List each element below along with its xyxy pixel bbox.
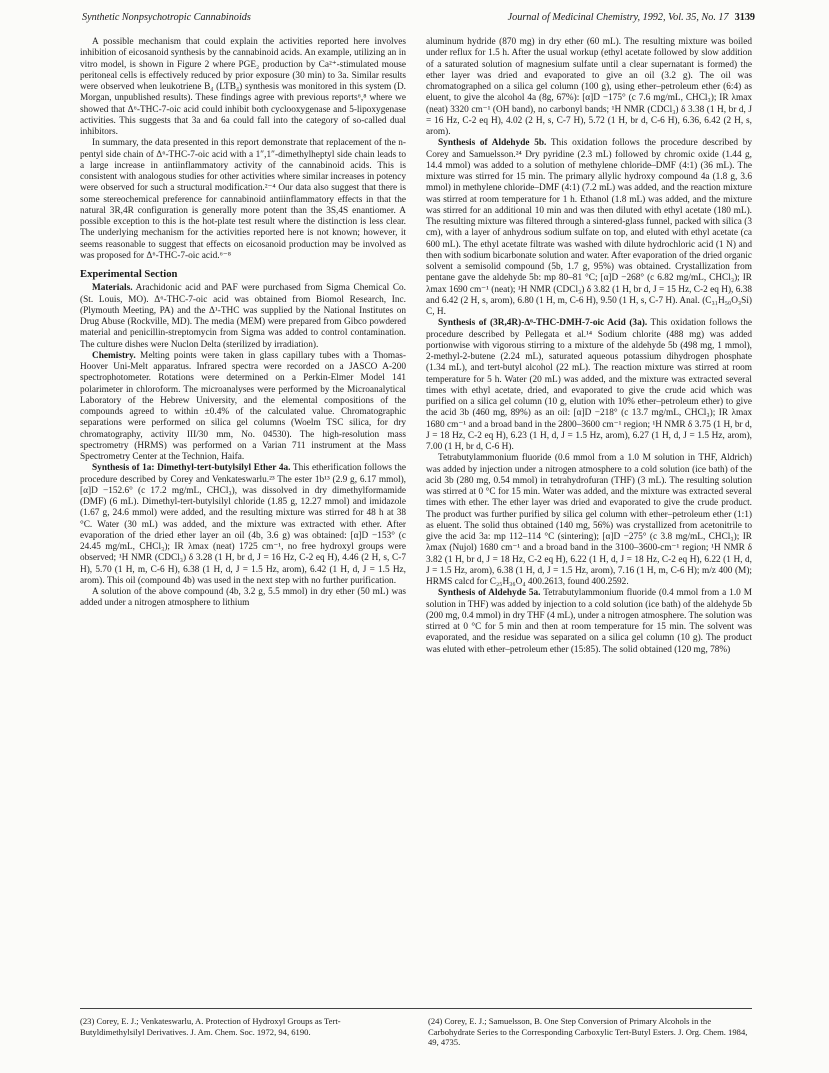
acid-3a-heading: Synthesis of (3R,4R)-Δ⁶-THC-DMH-7-oic Acid (3a). (438, 318, 648, 329)
paragraph-aldehyde-5b (426, 138, 752, 318)
paragraph-materials (80, 283, 406, 351)
paragraph-acid-3a (426, 318, 752, 453)
aldehyde-5b-text: This oxidation follows the procedure described by Corey and Samuelsson.²⁴ Dry pyridine (2.3 mL) followed by chromic oxide (1.44 g, 14.4 mmol) was added to a solution of methylene chloride–DMF (4:1) (36 mL). The mixture was stirred for 15 min. The primary allylic hydroxy compound 4a (1.8 g, 3.6 mmol) in methylene chloride–DMF (4:1) (7.2 mL) was added, and the reaction mixture was stirred at room temperature for 1 h. Ethanol (1.8 mL) was added, and the mixture was stirred for an additional 10 min and was then diluted with ethyl acetate (180 mL). The resulting mixture was filtered through a sintered-glass funnel, packed with silica (3 cm), with a layer of anhydrous sodium sulfate on top, and eluted with ethyl acetate (ca 600 mL). The ethyl acetate filtrate was washed with dilute hydrochloric acid (1 N) and then with sodium bicarbonate solution and water. After evaporation of the dried organic solvent a semisolid compound (5b, 1.7 g, 95%) was obtained. Crystallization from pentane gave the aldehyde 5b: mp 80–81 °C; [α]D −268° (c 6.82 mg/mL, CHCl₃); IR λmax 1690 cm⁻¹ (neat); ¹H NMR (CDCl₃) δ 3.82 (1 H, br d, J = 15 Hz, C-2 eq H), 6.38 and 6.42 (2 H, s, arom), 6.80 (1 H, m, C-6 H), 9.50 (1 H, s, C-7 H). Anal. (C₃₁H₅₀O₃Si) C, H. (426, 138, 752, 317)
section-title: Experimental Section (80, 269, 178, 280)
journal-name: Journal of Medicinal Chemistry, 1992, Vol. 35, No. 17 (507, 12, 729, 23)
running-title: Synthetic Nonpsychotropic Cannabinoids (82, 12, 251, 23)
acid-3a-text: This oxidation follows the procedure described by Pellegata et al.¹⁴ Sodium chlorite (488 mg) was added portionwise with vigorous stirring to a mixture of the aldehyde 5b (498 mg, 1 mmol), 2-methyl-2-butene (2.24 mL), saturated aqueous potassium dihydrogen phosphate (1.34 mL), and tert-butyl alcohol (22 mL). The reaction mixture was stirred at room temperature for 5 h. Water (20 mL) was added, and the mixture was extracted several times with ethyl acetate, dried, and evaporated to give the crude acid which was purified on a silica gel column (10 g, elution with 10% ether–petroleum ether) to give the acid 3b (460 mg, 89%) as an oil: [α]D −218° (c 13.7 mg/mL, CHCl₃); IR λmax 1680 cm⁻¹ and a broad band in the 2800–3600 cm⁻¹ region; ¹H NMR δ 3.75 (1 H, br d, J = 18 Hz, C-2 eq H), 6.23 (1 H, d, J = 1.5 Hz, arom), 6.27 (1 H, d, J = 1.5 Hz, arom), 7.00 (1 H, br d, C-6 H). (426, 318, 752, 452)
footnote-23: (23) Corey, E. J.; Venkateswarlu, A. Protection of Hydroxyl Groups as Tert-Butyldimethylsilyl Derivatives. J. Am. Chem. Soc. 1972, 94, 6190. (80, 1016, 341, 1037)
aldehyde-5a-heading: Synthesis of Aldehyde 5a. (438, 588, 541, 599)
journal-citation (508, 12, 755, 23)
aldehyde-5b-heading: Synthesis of Aldehyde 5b. (438, 138, 547, 149)
aldehyde-5a-text: Tetrabutylammonium fluoride (0.4 mmol from a 1.0 M solution in THF) was added by injection to a cold solution (ice bath) of the aldehyde 5b (200 mg, 0.4 mmol) in dry THF (4 mL), under a nitrogen atmosphere. The solution was stirred at 0 °C for 5 min and then at room temperature for 15 min. The solvent was evaporated, and the residue was separated on a silica gel column (10 g). The product was eluted with ether–petroleum ether (15:85). The solid obtained (120 mg, 78%) (426, 588, 752, 655)
footnote-divider (80, 1008, 752, 1009)
paragraph-lah: A solution of the above compound (4b, 3.2 g, 5.5 mmol) in dry ether (50 mL) was added under a nitrogen atmosphere to lithium (80, 587, 406, 609)
page-number: 3139 (734, 12, 755, 23)
paragraph-synthesis-1a (80, 463, 406, 587)
left-column (80, 37, 406, 610)
chemistry-heading: Chemistry. (92, 350, 136, 361)
paragraph-aldehyde-5a (426, 588, 752, 656)
paragraph-tbaf: Tetrabutylammonium fluoride (0.6 mmol from a 1.0 M solution in THF, Aldrich) was added by injection under a nitrogen atmosphere to a cold solution (ice bath) of the acid 3b (280 mg, 0.54 mmol) in tetrahydrofuran (THF) (3 mL). The resulting solution was stirred at 0 °C for 15 min. Water was added, and the mixture was extracted several times with ether. The ether layer was dried and evaporated to give the crude product. The product was further purified by silica gel column with ether–petroleum ether (1:1) as eluent. The solid thus obtained (140 mg, 56%) was crystallized from acetonitrile to give the acid 3a: mp 112–114 °C (sintering); [α]D −275° (c 3.8 mg/mL, CHCl₃); IR λmax (Nujol) 1680 cm⁻¹ and a broad band in the 3100–3600-cm⁻¹ region; ¹H NMR δ 3.82 (1 H, br d, J = 18 Hz, C-2 eq H), 6.22 (1 H, d, J = 18 Hz, C-2 eq H), 6.22 (1 H, d, J = 1.5 Hz, arom), 6.38 (1 H, d, J = 1.5 Hz, arom), 7.16 (1 H, m, C-6 H); m/z 400 (M); HRMS calcd for C₂₅H₃₆O₄ 400.2613, found 400.2592. (426, 453, 752, 587)
right-column (426, 37, 752, 656)
materials-heading: Materials. (92, 283, 133, 294)
synthesis-1a-text: This etherification follows the procedure described by Corey and Venkateswarlu.²³ The ester 1b¹³ (2.9 g, 6.17 mmol), [α]D −152.6° (c 17.2 mg/mL, CHCl₃), was dissolved in dry dimethylformamide (DMF) (6 mL). Dimethyl-tert-butylsilyl chloride (1.85 g, 12.27 mmol) and imidazole (1.67 g, 24.6 mmol) were added, and the resulting mixture was stirred for 48 h at 38 °C. Water (30 mL) was added, and the mixture was extracted with ether. After evaporation of the dried ether layer an oil (4b, 3.6 g) was obtained: [α]D −153° (c 24.45 mg/mL, CHCl₃); IR λmax (neat) 1725 cm⁻¹, no free hydroxyl groups were observed; ¹H NMR (CDCl₃) δ 3.28 (1 H, br d, J = 16 Hz, C-2 eq H), 4.46 (2 H, s, C-7 H), 5.70 (1 H, m, C-6 H), 6.38 (1 H, d, J = 1.5 Hz, arom), 6.42 (1 H, d, J = 1.5 Hz, arom). This oil (compound 4b) was used in the next step with no further purification. (80, 463, 407, 586)
paragraph-summary: In summary, the data presented in this report demonstrate that replacement of the n-pentyl side chain of Δ⁶-THC-7-oic acid with a 1″,1″-dimethylheptyl side chain leads to a large increase in antiinflammatory activity of the cannabinoid acids. This is consistent with analogous studies for other activities where similar increases in potency were observed for such a structural modification.²⁻⁴ Our data also suggest that there is some stereochemical preference for cannabinoid antiinflammatory effects in that the natural 3R,4R configuration is generally more potent than the 3S,4S enantiomer. A possible exception to this is the hot-plate test result where the distinction is less clear. The underlying mechanism for the activities reported here is not known; however, it seems reasonable to suggest that effects on eicosanoid production may be involved as was proposed for Δ⁶-THC-7-oic acid.⁶⁻⁸ (80, 138, 406, 261)
synthesis-1a-heading: Synthesis of 1a: Dimethyl-tert-butylsilyl Ether 4a. (92, 463, 291, 474)
paragraph-continuation: aluminum hydride (870 mg) in dry ether (60 mL). The resulting mixture was boiled under reflux for 1.5 h. After the usual workup (ethyl acetate followed by slow addition of a saturated solution of magnesium sulfate until a clear supernatant is formed) the ether layer was dried and evaporated to give an oil (3.2 g). The oil was chromatographed on a silica gel column (100 g), using ether–petroleum ether (6:4) as eluent, to give the alcohol 4a (8g, 67%): [α]D −175° (c 7.6 mg/mL, CHCl₃); IR λmax (neat) 3320 cm⁻¹ (OH band), no carbonyl bands; ¹H NMR (CDCl₃) δ 3.38 (1 H, br d, J = 16 Hz, C-2 eq H), 4.02 (2 H, s, C-7 H), 5.72 (1 H, br d, C-6 H), 6.36, 6.42 (2 H, s, arom). (426, 37, 752, 137)
footnote-24: (24) Corey, E. J.; Samuelsson, B. One Step Conversion of Primary Alcohols in the Carbohydrate Series to the Corresponding Carboxylic Tert-Butyl Esters. J. Org. Chem. 1984, 49, 4735. (428, 1016, 748, 1048)
chemistry-text: Melting points were taken in glass capillary tubes with a Thomas-Hoover Uni-Melt apparatus. Infrared spectra were recorded on a JASCO A-200 spectrophotometer. Rotations were determined on a Perkin-Elmer Model 141 polarimeter in chloroform. The microanalyses were performed by the Microanalytical Laboratory of the Hebrew University, and the elemental compositions of the compounds agreed to within ±0.4% of the calculated value. Chromatographic separations were performed on silica gel columns (Woelm TSC silica, for dry chromatography, activity III/30 mm, No. 04530). The high-resolution mass spectrometry (HRMS) was performed on a Varian 711 instrument at the Mass Spectrometry Center at the Technion, Haifa. (80, 350, 406, 462)
paragraph-mechanism: A possible mechanism that could explain the activities reported here involves inhibition of eicosanoid synthesis by the cannabinoid acids. An example, utilizing an in vitro model, is shown in Figure 2 where PGE₂ production by Ca²⁺-stimulated mouse peritoneal cells is effectively reduced by prior exposure (30 min) to 3a. Similar results were observed when leukotriene B₄ (LTB₄) synthesis was monitored in this system (D. Morgan, unpublished results). These findings agree with previous reports⁶,⁸ where we showed that Δ⁶-THC-7-oic acid could inhibit both cyclooxygenase and 5-lipoxygenase activities. This suggests that 3a and 6a could fall into the category of so-called dual inhibitors. (80, 37, 406, 137)
materials-text: Arachidonic acid and PAF were purchased from Sigma Chemical Co. (St. Louis, MO). Δ⁶-THC-7-oic acid was obtained from Biomol Research, Inc. (Plymouth Meeting, PA) and the Δ¹-THC was supplied by the National Institutes on Drug Abuse (Rockville, MD). The media (MEM) were prepared from Gibco powdered material and penicillin-streptomycin from Sigma was added to control contamination. The culture dishes were Nuclon Delta (sterilized by irradiation). (80, 283, 406, 350)
paragraph-chemistry (80, 351, 406, 464)
